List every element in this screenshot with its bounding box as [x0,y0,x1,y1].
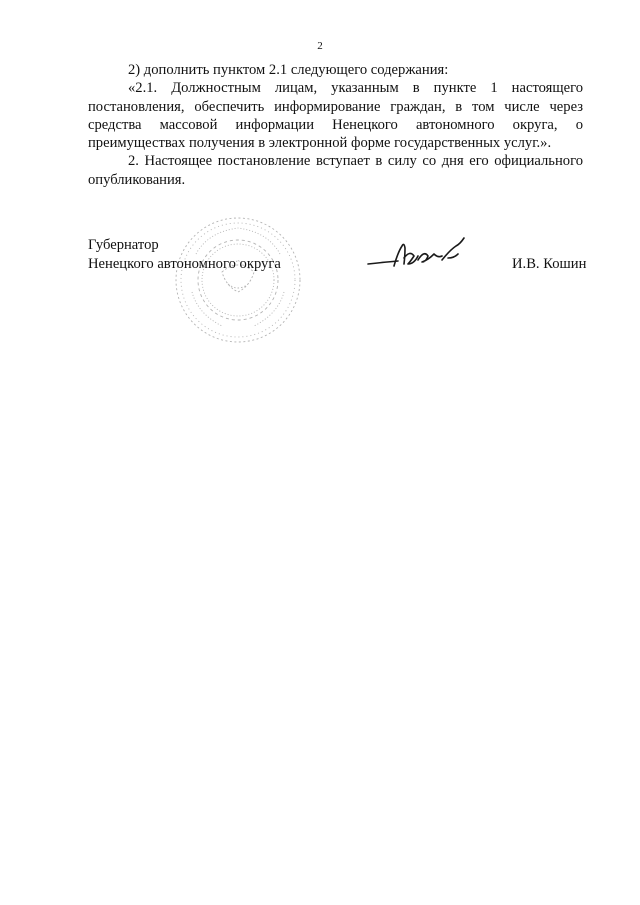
signatory-title [88,236,281,273]
signatory-name: И.В. Кошин [512,256,587,272]
paragraph-amendment-intro: 2) дополнить пунктом 2.1 следующего содержания: [128,62,449,78]
paragraph-effective-date: 2. Настоящее постановление вступает в силу со дня его официального опубликования. [88,153,583,188]
paragraph-clause-2-1: «2.1. Должностным лицам, указанным в пункте 1 настоящего постановления, обеспечить информирование граждан, в том числе через средства массовой информации Ненецкого автономного округа, о преимуществах получения в электронной форме государственных услуг.». [88,80,583,152]
official-seal-icon [172,214,304,346]
signatory-title-line1: Губернатор [88,237,159,253]
handwritten-signature-icon [364,236,476,276]
document-body [88,61,583,189]
signatory-title-line2: Ненецкого автономного округа [88,255,281,272]
page-number: 2 [317,40,323,52]
